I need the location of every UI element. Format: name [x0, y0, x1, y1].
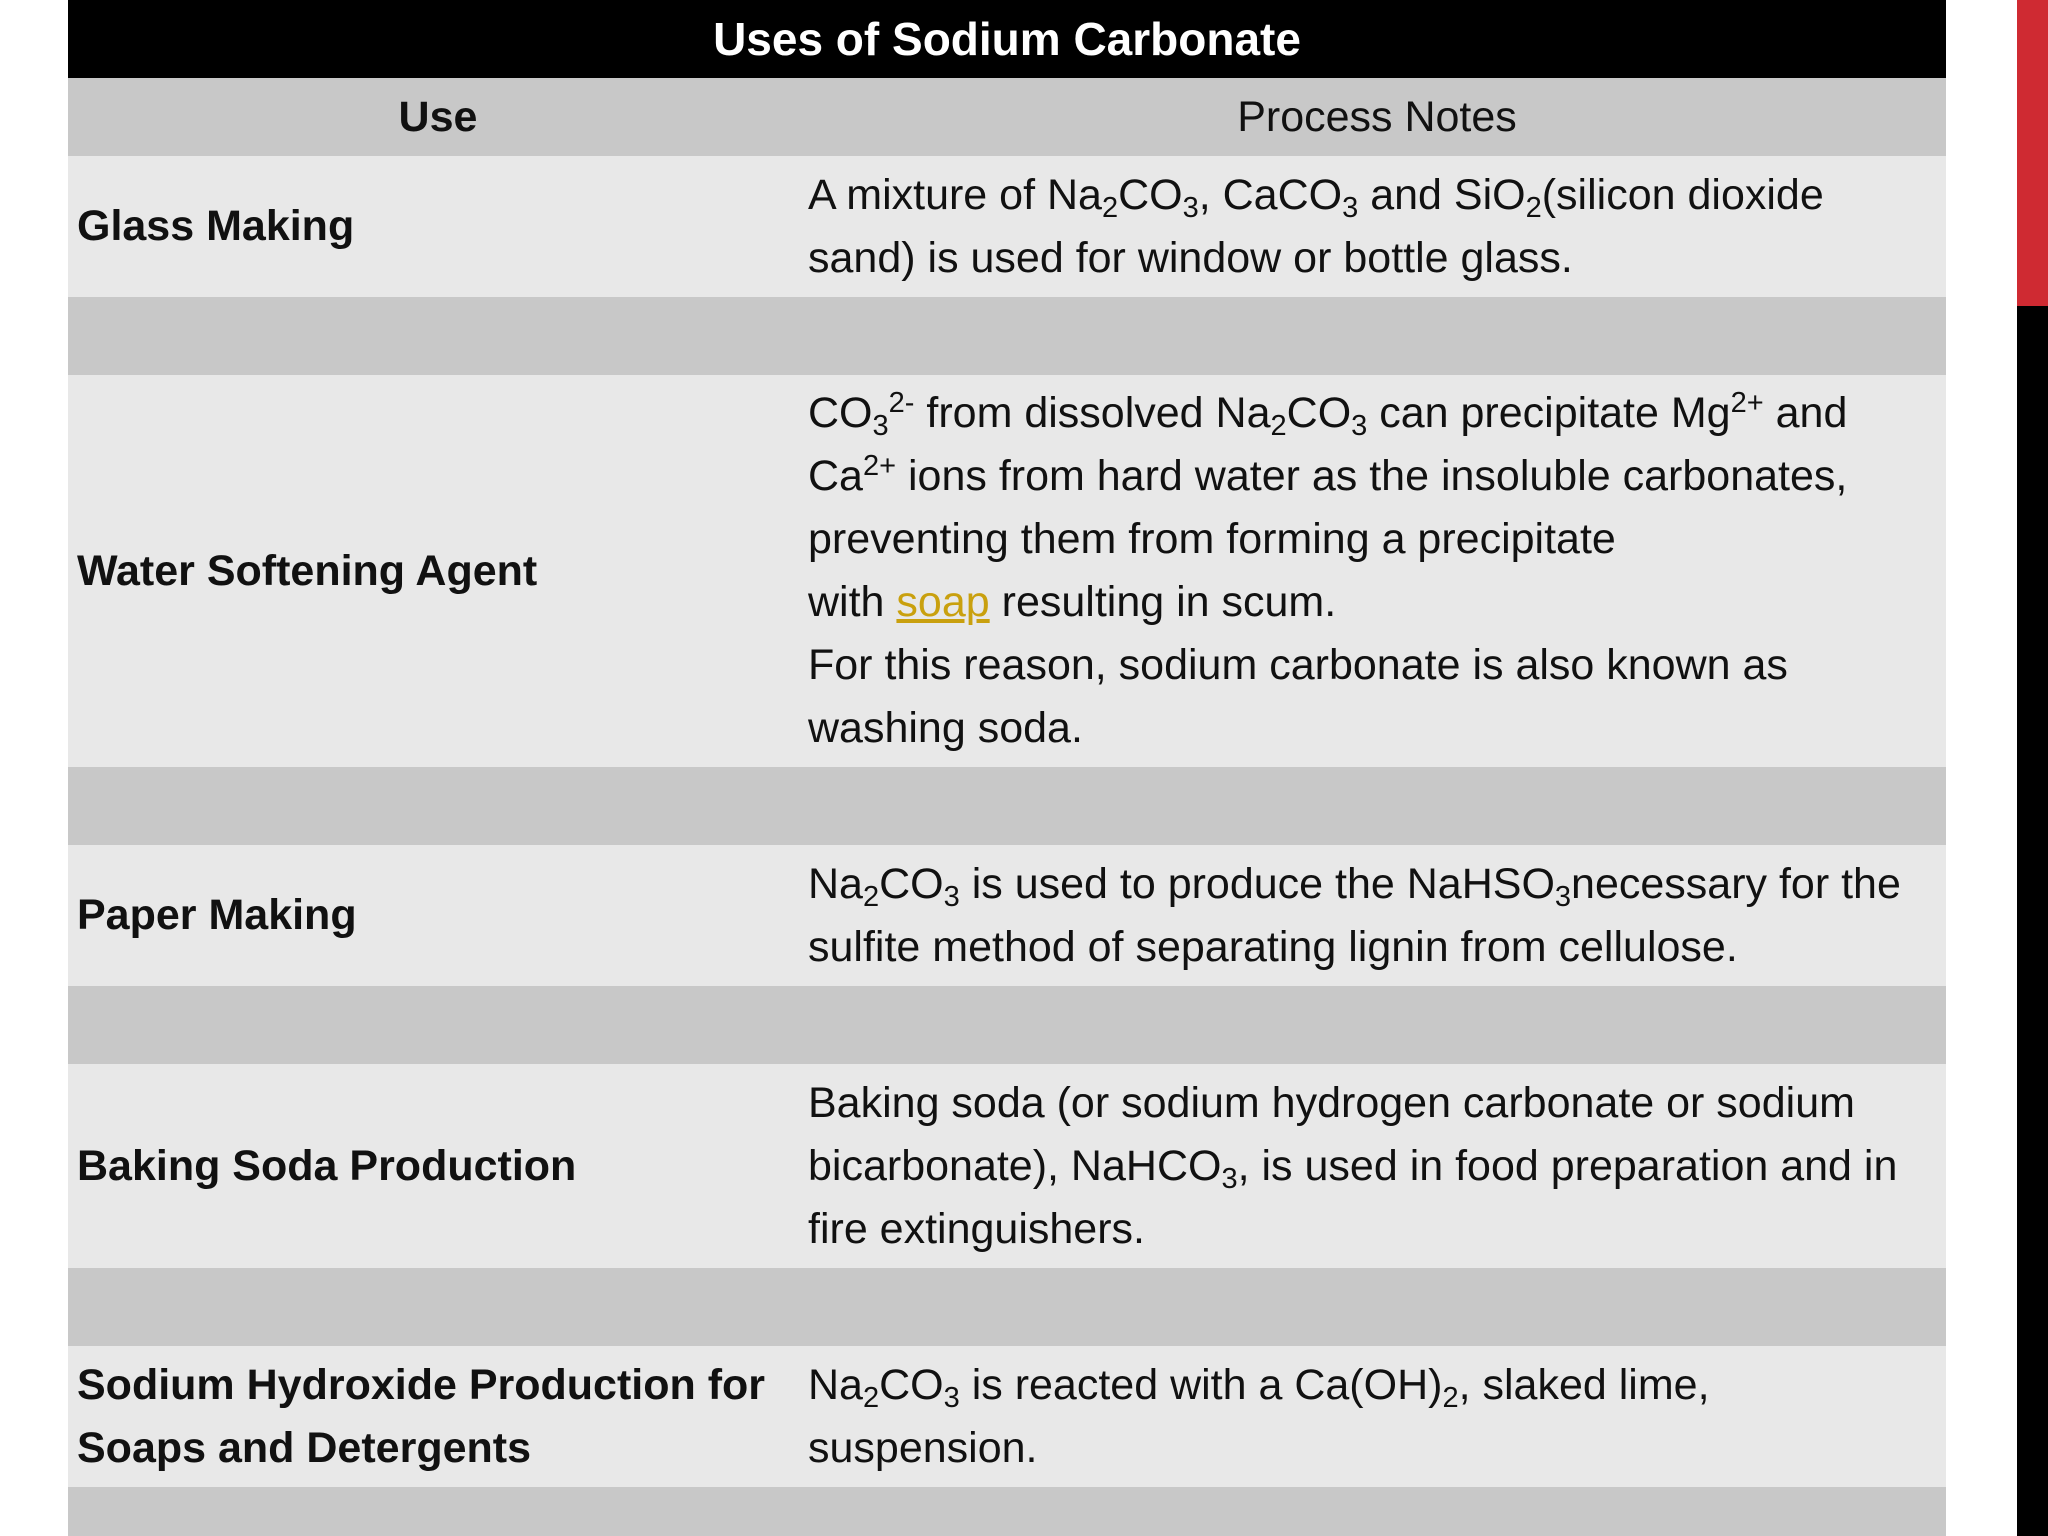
accent-bar-red [2017, 0, 2048, 306]
superscript: 2+ [862, 450, 897, 482]
notes-text: Baking soda (or sodium hydrogen carbonate or sodium bicarbonate), NaHCO [808, 1078, 1855, 1190]
notes-cell [808, 164, 1946, 290]
notes-text: is used to produce the NaHSO [959, 859, 1555, 908]
notes-text: , is used in food preparation and in fire extinguishers. [808, 1141, 1898, 1253]
notes-text: For this reason, sodium carbonate is also known as washing soda. [808, 641, 1788, 752]
subscript: 3 [943, 1381, 960, 1414]
column-header-notes: Process Notes [1237, 92, 1517, 141]
notes-text: with [808, 578, 897, 626]
soap-link[interactable]: soap [896, 578, 990, 626]
subscript: 2 [862, 880, 880, 913]
subscript: 2 [1270, 410, 1287, 442]
row-separator [68, 1487, 1946, 1536]
notes-text: CO [879, 859, 944, 908]
table-row [68, 156, 1946, 297]
use-cell: Water Softening Agent [77, 546, 538, 595]
superscript: 2- [888, 387, 915, 419]
use-cell: Glass Making [77, 202, 355, 250]
subscript: 3 [943, 880, 960, 913]
table-row [68, 1064, 1946, 1268]
subscript: 2 [1525, 191, 1542, 224]
subscript: 3 [1342, 191, 1359, 224]
subscript: 3 [1351, 410, 1368, 442]
subscript: 3 [1554, 880, 1572, 913]
row-separator [68, 986, 1946, 1064]
subscript: 2 [1442, 1381, 1459, 1414]
notes-text: ions from hard water as the insoluble carbonates, preventing them from forming a precipitate [808, 452, 1848, 563]
notes-paragraph [808, 634, 1932, 760]
subscript: 3 [1182, 191, 1199, 224]
notes-text: CO [879, 1360, 944, 1409]
table-row [68, 375, 1946, 767]
table-row [68, 845, 1946, 986]
subscript: 3 [1221, 1162, 1238, 1195]
notes-text: A mixture of Na [808, 170, 1102, 219]
notes-text: (silicon dioxide sand) is used for window or bottle glass. [808, 170, 1824, 282]
notes-paragraph [808, 382, 1932, 571]
subscript: 2 [1101, 191, 1119, 224]
notes-text: , slaked lime, suspension. [808, 1360, 1710, 1472]
subscript: 2 [862, 1381, 880, 1414]
row-separator [68, 1268, 1946, 1346]
notes-text: Na [808, 1360, 863, 1409]
notes-paragraph [808, 571, 1932, 634]
row-separator [68, 767, 1946, 845]
notes-text: CO [1118, 170, 1183, 219]
notes-text: CO [1286, 389, 1352, 437]
subscript: 3 [872, 410, 889, 442]
notes-text: can precipitate Mg [1367, 389, 1731, 437]
row-separator [68, 297, 1946, 375]
notes-text: , CaCO [1198, 170, 1343, 219]
column-header-use: Use [398, 92, 478, 141]
notes-text: CO [808, 389, 873, 437]
notes-text: necessary for the sulfite method of separating lignin from cellulose. [808, 859, 1901, 971]
notes-text: is reacted with a Ca(OH) [959, 1360, 1443, 1409]
use-cell: Paper Making [77, 891, 357, 939]
table-title: Uses of Sodium Carbonate [68, 0, 1946, 78]
notes-text: and Ca [808, 389, 1848, 500]
notes-text: Na [808, 859, 863, 908]
notes-cell [808, 382, 1946, 760]
use-cell: Sodium Hydroxide Production for Soaps and Detergents [77, 1360, 766, 1472]
header-row [68, 78, 1946, 156]
uses-table [68, 0, 1946, 1536]
notes-cell [808, 1354, 1946, 1480]
notes-text: resulting in scum. [989, 578, 1337, 626]
table-row [68, 1346, 1946, 1487]
accent-bar-black [2017, 306, 2048, 1536]
notes-cell [808, 853, 1946, 979]
notes-cell [808, 1072, 1946, 1261]
superscript: 2+ [1730, 387, 1764, 419]
use-cell: Baking Soda Production [77, 1141, 577, 1190]
notes-text: and SiO [1358, 170, 1526, 219]
notes-text: from dissolved Na [914, 389, 1271, 437]
